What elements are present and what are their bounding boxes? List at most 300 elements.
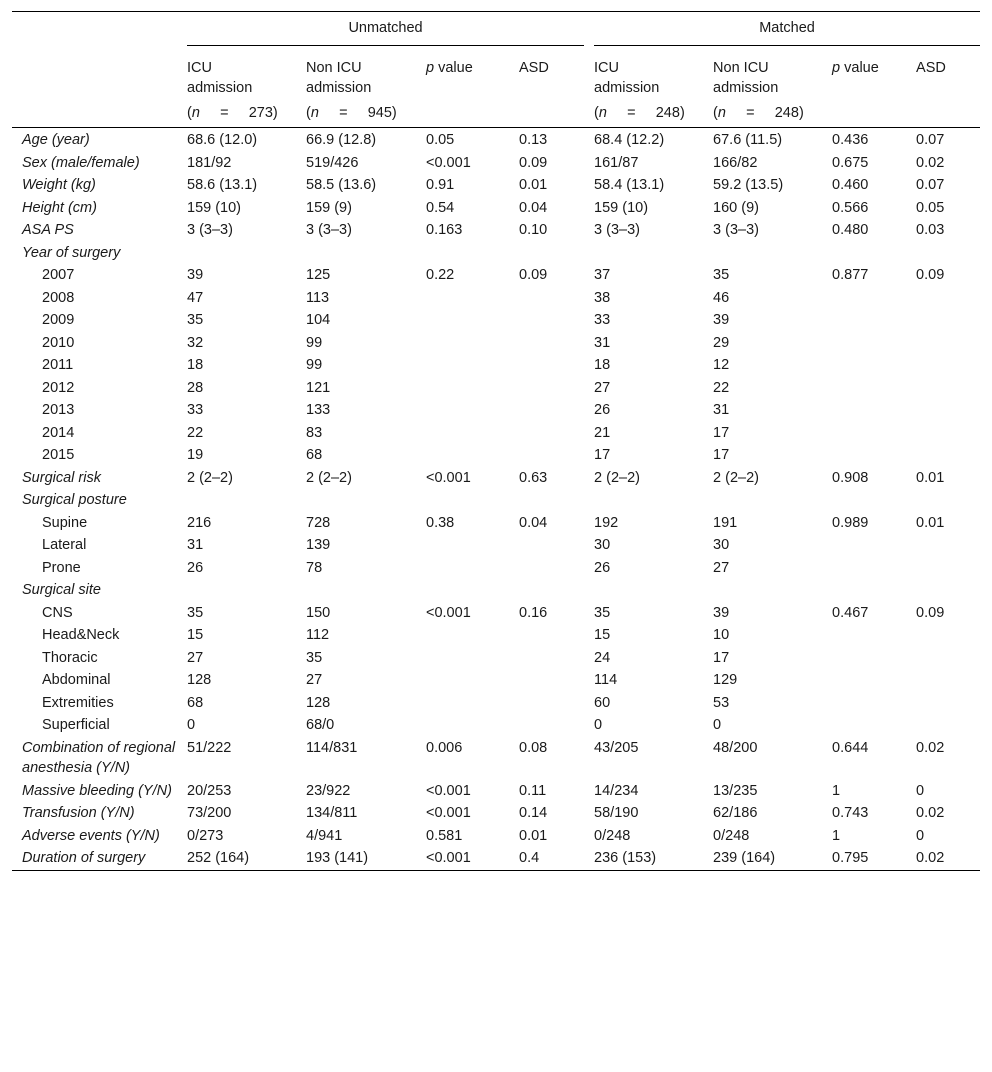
col-header-line1: ICU: [594, 59, 620, 76]
table-cell: [509, 534, 584, 557]
table-cell: 35: [187, 604, 204, 621]
table-cell: 0.675: [832, 154, 869, 171]
table-cell: 12: [713, 357, 730, 373]
table-row: [12, 377, 980, 400]
table-cell: [906, 399, 980, 422]
row-label: 2013: [42, 402, 75, 418]
table-cell: 0: [713, 717, 722, 733]
table-cell: 0/248: [594, 827, 631, 844]
row-label: Weight (kg): [22, 177, 96, 193]
table-cell: 58.6 (13.1): [187, 177, 258, 193]
n-cell: (n = 248): [584, 99, 703, 128]
corner-cell: [12, 12, 177, 52]
table-cell: [906, 624, 980, 647]
table-cell: [416, 377, 509, 400]
table-cell: [416, 422, 509, 445]
table-row: [12, 825, 980, 848]
table-cell: 17: [713, 649, 730, 666]
table-cell: 0.07: [916, 132, 945, 148]
table-cell: [822, 377, 906, 400]
row-label: Thoracic: [42, 649, 98, 666]
table-cell: 67.6 (11.5): [713, 132, 783, 148]
table-cell: 0.54: [426, 199, 455, 216]
table-cell: 252 (164): [177, 847, 296, 870]
table-cell: 0: [916, 782, 925, 799]
table-cell: 58.4 (13.1): [594, 177, 665, 193]
table-cell: 24: [594, 649, 611, 666]
table-cell: [822, 332, 906, 355]
table-cell: [509, 309, 584, 332]
table-cell: 35: [713, 267, 730, 283]
n-equals: =: [627, 104, 636, 121]
table-cell: 31: [187, 537, 204, 553]
table-cell: 0.908: [832, 469, 869, 486]
table-cell: 27: [187, 649, 204, 666]
table-row: [12, 737, 980, 780]
table-cell: 14/234: [594, 782, 639, 799]
table-cell: 26: [187, 559, 204, 576]
table-cell: 27: [594, 379, 611, 396]
table-cell: 48/200: [713, 739, 758, 756]
table-cell: 22: [187, 424, 204, 441]
table-cell: 62/186: [713, 805, 758, 821]
table-cell: 0.04: [519, 199, 548, 216]
table-cell: [906, 354, 980, 377]
table-cell: 17: [594, 447, 611, 463]
table-cell: [822, 557, 906, 580]
table-row: [12, 219, 980, 242]
table-cell: <0.001: [416, 847, 509, 870]
table-cell: 22: [713, 379, 730, 396]
table-cell: 0.08: [519, 739, 548, 756]
table-cell: 99: [306, 357, 323, 373]
row-label: Surgical risk: [22, 469, 101, 486]
table-cell: 0.02: [916, 739, 945, 756]
table-cell: [822, 309, 906, 332]
table-cell: [416, 692, 509, 715]
row-label: Supine: [42, 514, 88, 531]
table-cell: 3 (3–3): [306, 222, 352, 238]
table-cell: [906, 444, 980, 467]
col-header: [906, 52, 980, 99]
table-cell: [509, 624, 584, 647]
table-cell: 728: [306, 514, 331, 531]
table-cell: 134/811: [306, 805, 358, 821]
table-cell: 0.03: [916, 222, 945, 238]
table-cell: [822, 287, 906, 310]
table-container: [12, 11, 980, 871]
table-cell: 0.13: [519, 132, 548, 148]
table-cell: [416, 624, 509, 647]
table-cell: 0.91: [426, 177, 455, 193]
table-row: [12, 332, 980, 355]
table-cell: 1: [832, 827, 841, 844]
table-cell: 21: [594, 424, 611, 441]
table-cell: 113: [306, 289, 330, 306]
col-header-line2: admission: [713, 80, 779, 96]
table-cell: [509, 332, 584, 355]
table-cell: 0.09: [519, 154, 548, 171]
table-cell: 161/87: [594, 154, 639, 171]
row-label: Adverse events (Y/N): [22, 827, 160, 844]
table-cell: [177, 242, 296, 265]
table-cell: [906, 669, 980, 692]
table-cell: 193 (141): [296, 847, 416, 870]
table-cell: [822, 489, 906, 512]
table-row: [12, 624, 980, 647]
table-row: [12, 467, 980, 490]
table-cell: 0.10: [519, 222, 548, 238]
group-unmatched-label: Unmatched: [187, 18, 584, 46]
table-cell: [296, 579, 416, 602]
row-label: Transfusion (Y/N): [22, 805, 135, 821]
n-header-row: [12, 99, 980, 128]
table-cell: [906, 489, 980, 512]
table-cell: 0.743: [832, 805, 869, 821]
table-cell: 0.02: [916, 154, 945, 171]
table-cell: 1: [832, 782, 841, 799]
table-cell: 0.09: [916, 604, 945, 621]
table-cell: 19: [187, 447, 204, 463]
col-header-line1: ICU: [187, 59, 212, 76]
table-cell: 0.460: [832, 177, 869, 193]
table-cell: 519/426: [306, 154, 359, 171]
n-value: 945: [367, 104, 392, 121]
table-cell: 15: [187, 627, 204, 643]
table-row: [12, 512, 980, 535]
table-cell: 39: [713, 604, 730, 621]
table-cell: [509, 444, 584, 467]
row-label: 2007: [42, 267, 75, 283]
n-cell: (n = 248): [703, 99, 822, 128]
table-cell: [906, 377, 980, 400]
row-label: Lateral: [42, 537, 87, 553]
table-cell: [906, 422, 980, 445]
group-header-row: [12, 12, 980, 52]
table-cell: 0.989: [832, 514, 869, 531]
n-symbol: n: [717, 104, 726, 121]
row-label: Superficial: [42, 717, 110, 733]
col-header: [703, 52, 822, 99]
row-label: Sex (male/female): [22, 154, 140, 171]
table-body: [12, 128, 980, 871]
table-cell: 73/200: [187, 805, 232, 821]
table-row: [12, 174, 980, 197]
table-row: [12, 692, 980, 715]
table-cell: 35: [594, 604, 611, 621]
table-cell: [416, 242, 509, 265]
column-header-row: [12, 52, 980, 99]
table-cell: 33: [187, 402, 204, 418]
table-cell: [906, 242, 980, 265]
table-cell: 0.09: [916, 267, 945, 283]
table-cell: 33: [594, 312, 611, 328]
table-cell: 27: [713, 559, 730, 576]
table-cell: [822, 354, 906, 377]
table-cell: 0/273: [187, 827, 224, 844]
table-cell: 35: [187, 312, 204, 328]
table-cell: [509, 399, 584, 422]
col-header-line2: admission: [187, 80, 253, 96]
table-cell: 51/222: [187, 739, 232, 756]
table-cell: 60: [594, 694, 611, 711]
blank-n: [12, 99, 177, 128]
table-cell: 129: [713, 672, 738, 688]
table-cell: <0.001: [426, 154, 471, 171]
table-cell: [822, 714, 906, 737]
row-label: ASA PS: [22, 222, 74, 238]
table-cell: [416, 557, 509, 580]
table-cell: 159 (9): [306, 199, 352, 216]
table-cell: 58.5 (13.6): [306, 177, 377, 193]
table-cell: 0.566: [832, 199, 869, 216]
row-label: Abdominal: [42, 672, 111, 688]
table-cell: 192: [594, 514, 619, 531]
row-label: Height (cm): [22, 199, 97, 216]
table-cell: [509, 692, 584, 715]
blank-n: [416, 99, 509, 128]
table-cell: 128: [306, 694, 331, 711]
blank-n: [822, 99, 906, 128]
table-cell: 216: [187, 514, 212, 531]
table-cell: 0.63: [519, 469, 548, 486]
table-cell: 0: [594, 717, 603, 733]
col-header: [416, 52, 509, 99]
table-cell: <0.001: [426, 782, 471, 799]
table-cell: 0.02: [906, 847, 980, 870]
table-cell: [822, 399, 906, 422]
table-cell: 0.11: [519, 782, 547, 799]
table-cell: 59.2 (13.5): [713, 177, 784, 193]
table-cell: [703, 579, 822, 602]
table-cell: 39: [713, 312, 730, 328]
row-label: Age (year): [22, 132, 90, 148]
table-row: [12, 152, 980, 175]
table-cell: 2 (2–2): [187, 469, 233, 486]
table-cell: 26: [594, 402, 611, 418]
table-cell: [906, 332, 980, 355]
table-cell: [509, 377, 584, 400]
table-cell: [416, 332, 509, 355]
group-matched: [584, 12, 980, 52]
row-label: Massive bleeding (Y/N): [22, 782, 172, 799]
table-cell: 0.14: [519, 805, 548, 821]
table-cell: 39: [187, 267, 204, 283]
table-cell: [416, 309, 509, 332]
table-cell: <0.001: [426, 469, 471, 486]
table-cell: [296, 242, 416, 265]
table-cell: [509, 242, 584, 265]
table-cell: [906, 714, 980, 737]
table-cell: 112: [306, 627, 330, 643]
table-cell: [822, 647, 906, 670]
table-cell: [822, 692, 906, 715]
n-symbol: n: [598, 104, 607, 121]
n-cell: (n = 945): [296, 99, 416, 128]
table-cell: 99: [306, 334, 323, 351]
table-cell: 0.163: [426, 222, 463, 238]
table-row: [12, 714, 980, 737]
table-cell: 0.22: [426, 267, 455, 283]
table-cell: [584, 489, 703, 512]
table-cell: 78: [306, 559, 323, 576]
n-cell: (n = 273): [177, 99, 296, 128]
table-cell: [416, 534, 509, 557]
row-label: Surgical posture: [22, 492, 127, 508]
table-cell: [822, 579, 906, 602]
n-symbol: n: [191, 104, 200, 121]
table-cell: [509, 354, 584, 377]
col-header-line1: Non ICU: [306, 59, 362, 76]
table-row: [12, 647, 980, 670]
table-cell: 4/941: [306, 827, 343, 844]
table-cell: 0.01: [519, 827, 548, 844]
table-cell: 0.436: [832, 132, 869, 148]
table-cell: [906, 557, 980, 580]
table-cell: 18: [594, 357, 611, 373]
table-cell: 159 (10): [594, 199, 649, 216]
table-cell: [906, 287, 980, 310]
blank-n: [509, 99, 584, 128]
table-row: [12, 780, 980, 803]
n-value: 248: [774, 104, 799, 121]
table-cell: 114: [594, 672, 618, 688]
row-label: 2011: [42, 357, 74, 373]
n-equals: =: [220, 104, 229, 121]
row-label: 2012: [42, 379, 75, 396]
row-label: 2009: [42, 312, 75, 328]
table-cell: 0.006: [426, 739, 463, 756]
table-cell: 181/92: [187, 154, 232, 171]
table-cell: [906, 692, 980, 715]
col-header: [584, 52, 703, 99]
table-cell: 47: [187, 289, 204, 306]
table-row: [12, 354, 980, 377]
row-label: 2010: [42, 334, 75, 351]
table-cell: 46: [713, 289, 730, 306]
group-unmatched: [177, 12, 584, 52]
col-header-p: p: [426, 59, 435, 76]
n-equals: =: [339, 104, 348, 121]
table-cell: 139: [306, 537, 331, 553]
table-cell: 104: [306, 312, 331, 328]
table-cell: 0.05: [916, 199, 945, 216]
table-cell: [416, 287, 509, 310]
table-cell: [822, 422, 906, 445]
table-row: [12, 422, 980, 445]
table-cell: [822, 444, 906, 467]
table-cell: 17: [713, 424, 730, 441]
table-row: [12, 197, 980, 220]
table-cell: 239 (164): [703, 847, 822, 870]
table-cell: [703, 489, 822, 512]
table-cell: [906, 647, 980, 670]
table-cell: [509, 422, 584, 445]
table-cell: 166/82: [713, 154, 758, 171]
table-cell: 0.480: [832, 222, 869, 238]
table-cell: 30: [713, 537, 730, 553]
table-cell: 53: [713, 694, 730, 711]
table-cell: 0.795: [822, 847, 906, 870]
col-header-line2: admission: [306, 80, 372, 96]
table-cell: 0.04: [519, 514, 548, 531]
row-label: Duration of surgery: [12, 847, 177, 870]
table-cell: 68: [306, 447, 323, 463]
table-cell: [584, 242, 703, 265]
table-cell: [509, 579, 584, 602]
table-cell: 159 (10): [187, 199, 242, 216]
table-cell: 0.02: [916, 805, 945, 821]
table-cell: [509, 557, 584, 580]
table-cell: 0.01: [916, 469, 945, 486]
table-cell: 20/253: [187, 782, 232, 799]
table-cell: 27: [306, 672, 323, 688]
row-label: Extremities: [42, 694, 114, 711]
n-value: 248: [655, 104, 680, 121]
row-label: 2008: [42, 289, 75, 306]
table-cell: 29: [713, 334, 730, 351]
row-label: Year of surgery: [22, 244, 121, 261]
table-cell: 191: [713, 514, 738, 531]
table-row: [12, 264, 980, 287]
table-cell: 0.16: [519, 604, 548, 621]
table-cell: 0.644: [832, 739, 869, 756]
table-row: [12, 534, 980, 557]
table-cell: 68.6 (12.0): [187, 132, 258, 148]
table-cell: 0.877: [832, 267, 869, 283]
col-header: [177, 52, 296, 99]
table-cell: <0.001: [426, 604, 471, 621]
table-cell: 0.05: [426, 132, 455, 148]
table-cell: 2 (2–2): [594, 469, 640, 486]
table-cell: 31: [713, 402, 730, 418]
table-cell: 26: [594, 559, 611, 576]
col-header-line1: Non ICU: [713, 59, 769, 76]
n-value: 273: [248, 104, 273, 121]
table-cell: 114/831: [306, 739, 358, 756]
n-symbol: n: [310, 104, 319, 121]
table-cell: [822, 669, 906, 692]
table-cell: 58/190: [594, 805, 639, 821]
table-cell: [703, 242, 822, 265]
table-cell: [416, 579, 509, 602]
col-header-label: ASD: [916, 59, 946, 76]
table-cell: [906, 309, 980, 332]
row-label: Prone: [42, 559, 81, 576]
characteristics-table: [12, 11, 980, 871]
table-cell: 0.01: [916, 514, 945, 531]
col-header: [822, 52, 906, 99]
table-cell: 83: [306, 424, 323, 441]
table-cell: 68/0: [306, 717, 335, 733]
table-cell: [416, 354, 509, 377]
table-cell: 32: [187, 334, 204, 351]
table-cell: 0.01: [519, 177, 548, 193]
table-cell: [822, 624, 906, 647]
table-cell: 133: [306, 402, 331, 418]
table-cell: [906, 579, 980, 602]
table-cell: 150: [306, 604, 331, 621]
table-cell: 160 (9): [713, 199, 759, 216]
table-cell: [822, 534, 906, 557]
col-header: [296, 52, 416, 99]
table-cell: 0.581: [426, 827, 463, 844]
table-cell: 68: [187, 694, 204, 711]
table-cell: 43/205: [594, 739, 639, 756]
table-cell: [509, 669, 584, 692]
table-cell: [416, 489, 509, 512]
col-header-rest: value: [434, 59, 473, 76]
